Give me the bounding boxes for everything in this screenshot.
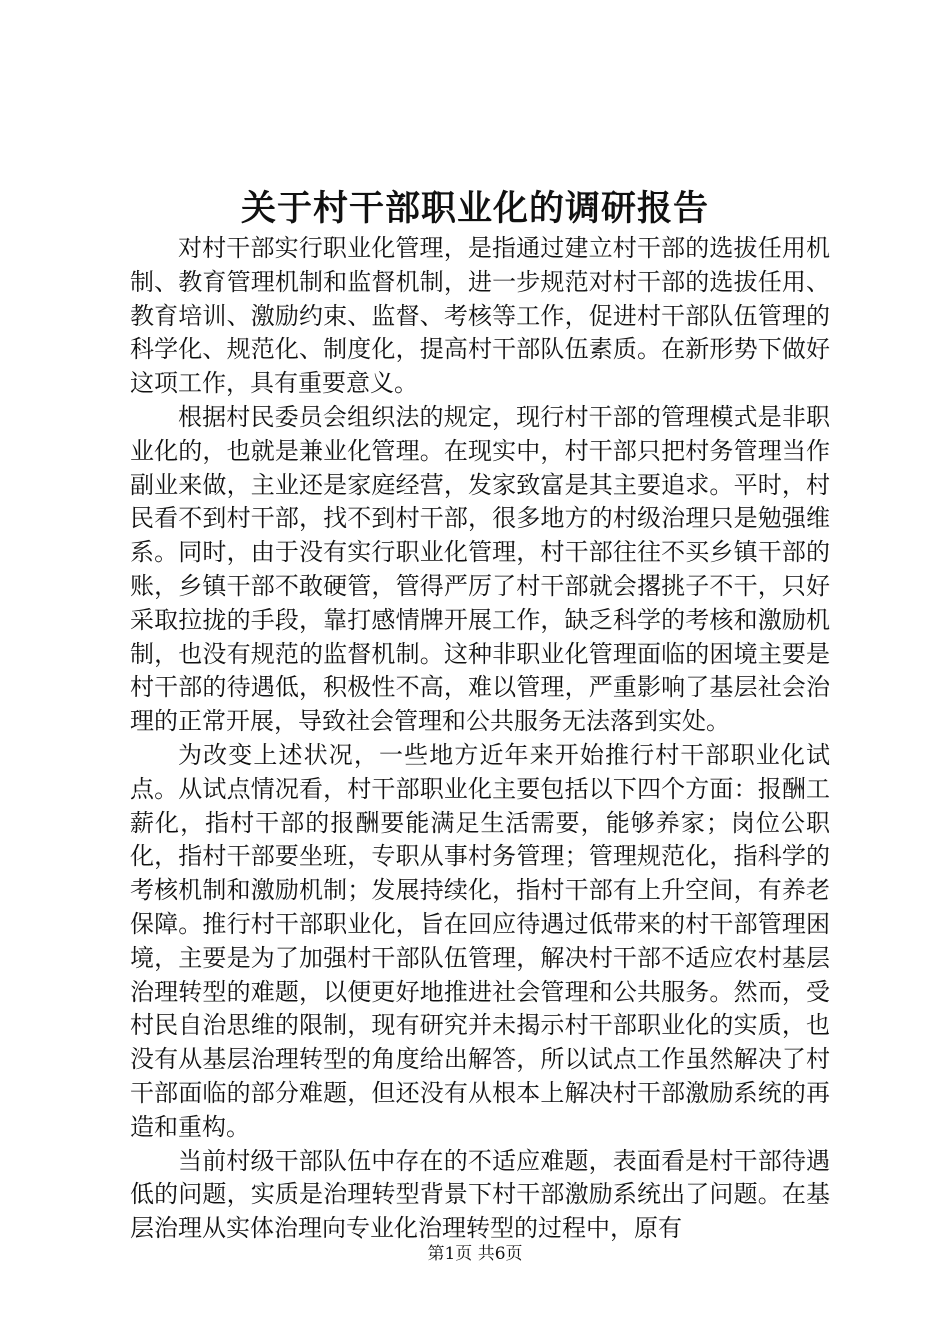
paragraph: 为改变上述状况，一些地方近年来开始推行村干部职业化试点。从试点情况看，村干部职业化主要包括以下四个方面：报酬工薪化，指村干部的报酬要能满足生活需要，能够养家；岗位公职化，指村干部要坐班，专职从事村务管理；管理规范化，指科学的考核机制和激励机制；发展持续化，指村干部有上升空间，有养老保障。推行村干部职业化，旨在回应待遇过低带来的村干部管理困境，主要是为了加强村干部队伍管理，解决村干部不适应农村基层治理转型的难题，以便更好地推进社会管理和公共服务。然而，受村民自治思维的限制，现有研究并未揭示村干部职业化的实质，也没有从基层治理转型的角度给出解答，所以试点工作虽然解决了村干部面临的部分难题，但还没有从根本上解决村干部激励系统的再造和重构。 xyxy=(130,740,830,1141)
page-number-footer: 第1页 共6页 xyxy=(427,1244,523,1264)
paragraph: 当前村级干部队伍中存在的不适应难题，表面看是村干部待遇低的问题，实质是治理转型背景下村干部激励系统出了问题。在基层治理从实体治理向专业化治理转型的过程中，原有 xyxy=(130,1146,830,1243)
document-title: 关于村干部职业化的调研报告 xyxy=(240,188,709,229)
document-body xyxy=(130,232,830,1246)
paragraph: 对村干部实行职业化管理，是指通过建立村干部的选拔任用机制、教育管理机制和监督机制，进一步规范对村干部的选拔任用、教育培训、激励约束、监督、考核等工作，促进村干部队伍管理的科学化、规范化、制度化，提高村干部队伍素质。在新形势下做好这项工作，具有重要意义。 xyxy=(130,234,830,398)
paragraph: 根据村民委员会组织法的规定，现行村干部的管理模式是非职业化的，也就是兼业化管理。在现实中，村干部只把村务管理当作副业来做，主业还是家庭经营，发家致富是其主要追求。平时，村民看不到村干部，找不到村干部，很多地方的村级治理只是勉强维系。同时，由于没有实行职业化管理，村干部往往不买乡镇干部的账，乡镇干部不敢硬管，管得严厉了村干部就会撂挑子不干，只好采取拉拢的手段，靠打感情牌开展工作，缺乏科学的考核和激励机制，也没有规范的监督机制。这种非职业化管理面临的困境主要是村干部的待遇低，积极性不高，难以管理，严重影响了基层社会治理的正常开展，导致社会管理和公共服务无法落到实处。 xyxy=(130,402,830,736)
